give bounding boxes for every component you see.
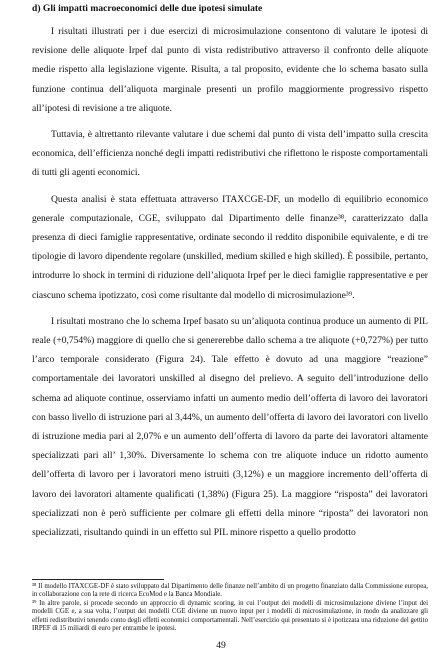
body-text [32, 22, 428, 549]
footnote-38: ³⁸ Il modello ITAXCGE-DF è stato sviluppato dal Dipartimento delle finanze nell’ambito di un progetto finanziato dalla Commissione europea, in collaborazione con la rete di ricerca EcoMod e la Banca Mondiale. [32, 583, 428, 599]
footnote-39: ³⁹ In altre parole, si procede secondo un approccio di dynamic scoring, in cui l’output dei modelli di microsimulazione diviene l’input dei modelli CGE e, a sua volta, l’output dei modelli CGE diviene un nuovo input per i modelli di microsimulazione, in modo da analizzare gli effetti redistributivi tenendo conto degli effetti economici comportamentali. Nell’esercizio qui presentato si è ipotizzata una riduzione del gettito IRPEF di 15 miliardi di euro per entrambe le ipotesi. [32, 599, 428, 633]
section-heading: d) Gli impatti macroeconomici delle due ipotesi simulate [32, 3, 263, 14]
paragraph-1: I risultati illustrati per i due esercizi di microsimulazione consentono di valutare le ipotesi di revisione delle aliquote Irpef dal punto di vista redistributivo attraverso il confronto delle aliquote medie rispetto alla legislazione vigente. Risulta, a tal proposito, evidente che lo schema basato sulla funzione continua dell’aliquota marginale presenti un profilo maggiormente progressivo rispetto all’ipotesi di revisione a tre aliquote. [32, 26, 428, 114]
page-number: 49 [216, 640, 226, 651]
footnotes [32, 583, 428, 633]
paragraph-4: I risultati mostrano che lo schema Irpef basato su un’aliquota continua produce un aumento di PIL reale (+0,754%) maggiore di quello che si genererebbe dallo schema a tre aliquote (+0,727%) per tutto l’arco temporale considerato (Figura 24). Tale effetto è dovuto ad una maggiore “reazione” comportamentale dei lavoratori unskilled al disegno del prelievo. A seguito dell’introduzione dello schema ad aliquote continue, osserviamo infatti un aumento medio dell’offerta di lavoro dei lavoratori con basso livello di istruzione pari al 3,44%, un aumento dell’offerta di lavoro dei lavoratori con livello di istruzione media pari al 2,07% e un aumento dell’offerta di lavoro da parte dei lavoratori altamente specializzati pari all’ 1,30%. Diversamente lo schema con tre aliquote induce un ridotto aumento dell’offerta di lavoro per i lavoratori meno istruiti (3,12%) e un maggiore incremento dell’offerta di lavoro dei lavoratori altamente qualificati (1,38%) (Figura 25). La maggiore “risposta” dei lavoratori specializzati non è però sufficiente per colmare gli effetti della minore “riposta” dei lavoratori non specializzati, risultando quindi in un effetto sul PIL minore rispetto a quello prodotto [32, 315, 428, 539]
paragraph-2: Tuttavia, è altrettanto rilevante valutare i due schemi dal punto di vista dell’impatto sulla crescita economica, dell’efficienza nonché degli impatti redistributivi che riflettono le risposte comportamentali di tutti gli agenti economici. [32, 129, 428, 179]
paragraph-3: Questa analisi è stata effettuata attraverso ITAXCGE-DF, un modello di equilibrio economico generale computazionale, CGE, sviluppato dal Dipartimento delle finanze³⁸, caratterizzato dalla presenza di dieci famiglie rappresentative, ordinate secondo il reddito disponibile equivalente, e di tre tipologie di lavoro dipendente regolare (unskilled, medium skilled e high skilled). È possibile, pertanto, introdurre lo shock in termini di riduzione dell’aliquota Irpef per le dieci famiglie rappresentative e per ciascuno schema ipotizzato, così come risultante dal modello di microsimulazione³⁹. [32, 193, 428, 301]
footnote-separator [32, 579, 164, 580]
